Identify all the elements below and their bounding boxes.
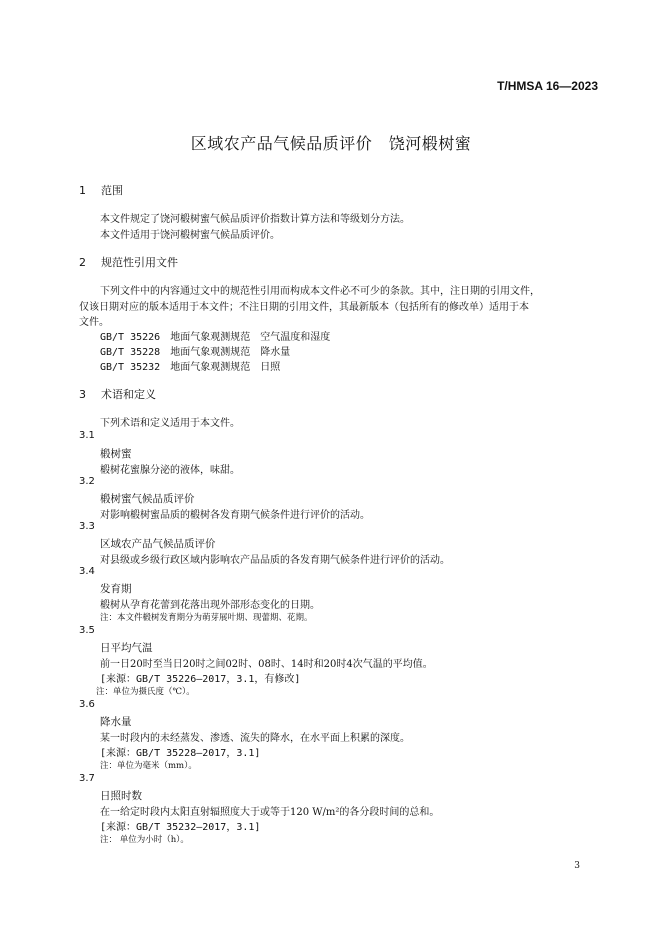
term-source: [来源：GB/T 35228—2017，3.1]: [100, 748, 261, 759]
section-number: 3: [79, 388, 86, 401]
paragraph: 本文件适用于饶河椴树蜜气候品质评价。: [100, 230, 280, 241]
clause-number: 3.2: [79, 476, 95, 487]
section-2-heading: [79, 254, 178, 270]
paragraph-line: 仅该日期对应的版本适用于本文件；不注日期的引用文件，其最新版本（包括所有的修改单）适用于本: [79, 302, 529, 313]
clause-number: 3.1: [79, 430, 95, 441]
term-note: 注：本文件椴树发育期分为萌芽展叶期、现蕾期、花期。: [100, 613, 313, 623]
clause-number: 3.7: [79, 773, 95, 784]
term-definition: 椴树从孕育花蕾到花落出现外部形态变化的日期。: [100, 600, 320, 611]
term-source: [来源：GB/T 35226—2017，3.1，有修改]: [100, 674, 301, 685]
term-definition: 在一给定时段内太阳直射辐照度大于或等于120 W/m²的各分段时间的总和。: [100, 807, 440, 818]
term-definition: 对县级或乡级行政区域内影响农产品品质的各发育期气候条件进行评价的活动。: [100, 555, 450, 566]
section-number: 2: [79, 256, 86, 269]
section-number: 1: [79, 184, 86, 197]
paragraph-line: 文件。: [79, 317, 109, 328]
term-definition: 椴树花蜜腺分泌的液体，味甜。: [100, 465, 240, 476]
reference-item: GB/T 35232 地面气象观测规范 日照: [100, 362, 281, 373]
term-note: 注： 单位为小时（h）。: [100, 835, 189, 845]
term-name: 日照时数: [100, 790, 142, 802]
standard-code: T/HMSA 16—2023: [497, 79, 598, 93]
clause-number: 3.5: [79, 625, 95, 636]
term-name: 发育期: [100, 583, 132, 595]
term-definition: 某一时段内的未经蒸发、渗透、流失的降水，在水平面上积累的深度。: [100, 733, 410, 744]
term-definition: 对影响椴树蜜品质的椴树各发育期气候条件进行评价的活动。: [100, 510, 370, 521]
term-definition: 前一日20时至当日20时之间02时、08时、14时和20时4次气温的平均值。: [100, 659, 433, 670]
term-name: 椴树蜜气候品质评价: [100, 493, 195, 505]
term-note: 注：单位为毫米（mm）。: [100, 761, 197, 771]
paragraph: 下列术语和定义适用于本文件。: [100, 418, 240, 429]
section-title: 规范性引用文件: [101, 256, 178, 269]
clause-number: 3.4: [79, 566, 95, 577]
term-name: 日平均气温: [100, 642, 153, 654]
section-title: 术语和定义: [101, 388, 156, 401]
reference-item: GB/T 35226 地面气象观测规范 空气温度和湿度: [100, 332, 331, 343]
section-3-heading: [79, 386, 156, 402]
term-name: 区域农产品气候品质评价: [100, 538, 216, 550]
term-source: [来源：GB/T 35232—2017，3.1]: [100, 822, 261, 833]
reference-item: GB/T 35228 地面气象观测规范 降水量: [100, 347, 291, 358]
page-number: 3: [574, 861, 580, 871]
clause-number: 3.6: [79, 699, 95, 710]
section-1-heading: [79, 182, 123, 198]
term-name: 椴树蜜: [100, 448, 132, 460]
document-title: 区域农产品气候品质评价 饶河椴树蜜: [190, 134, 472, 153]
term-note: 注：单位为摄氏度（℃）。: [96, 687, 195, 697]
clause-number: 3.3: [79, 521, 95, 532]
section-title: 范围: [101, 184, 123, 197]
paragraph: 本文件规定了饶河椴树蜜气候品质评价指数计算方法和等级划分方法。: [100, 214, 410, 225]
term-name: 降水量: [100, 716, 132, 728]
paragraph-line: 下列文件中的内容通过文中的规范性引用而构成本文件必不可少的条款。其中，注日期的引用文件，: [100, 286, 540, 297]
